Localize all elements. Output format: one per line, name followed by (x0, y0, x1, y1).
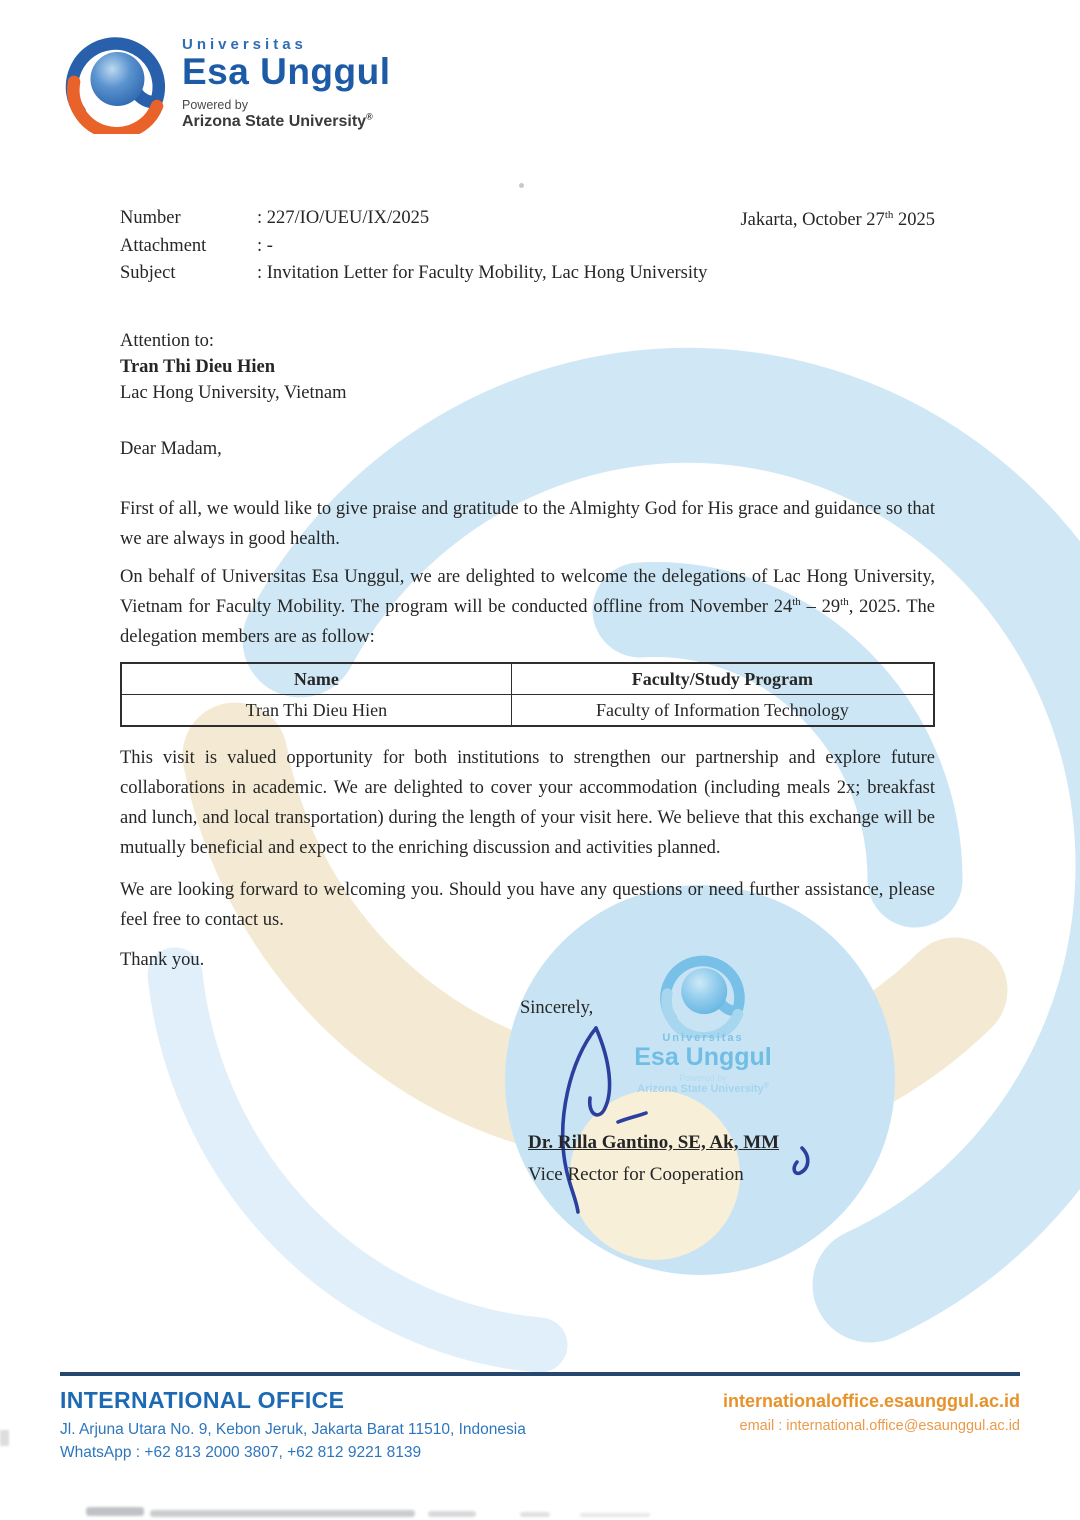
p2-segment-3: , 2025. The delegation members are as follow: (120, 596, 935, 647)
cropped-text-remnant (520, 1512, 550, 1517)
stamp-powered-by: Powered by (679, 1073, 727, 1084)
footer-columns (60, 1387, 1020, 1462)
recipient-name: Tran Thi Dieu Hien (120, 356, 276, 377)
salutation: Dear Madam, (120, 438, 222, 459)
signature-block (120, 940, 935, 1250)
signer-title: Vice Rector for Cooperation (528, 1164, 744, 1185)
meta-label-subject: Subject (120, 263, 176, 283)
footer-website: internationaloffice.esaunggul.ac.id (722, 1391, 1020, 1411)
letterhead-universitas: Universitas (182, 36, 307, 53)
body-paragraph-3: This visit is valued opportunity for both institutions to strengthen our partnership and explore future collaborations in academic. We are delighted to cover your accommodation (including meals 2x; breakfast and lunch, and local transportation) during the length of your visit here. We believe that this exchange will be mutually beneficial and expect to the enriching discussion and activities planned. (120, 747, 935, 858)
letter-meta (120, 205, 935, 288)
signer-name: Dr. Rilla Gantino, SE, Ak, MM (528, 1132, 780, 1153)
p2-segment-2: – 29 (800, 596, 841, 617)
letterhead-text (182, 26, 391, 134)
signature-stroke (120, 940, 935, 1250)
esa-unggul-logo-icon (60, 26, 172, 134)
thank-you: Thank you. (120, 949, 205, 970)
footer-email: email : international.office@esaunggul.ac.id (739, 1418, 1020, 1434)
stamp-asu-text: Arizona State University (637, 1083, 764, 1096)
table-cell-name: Tran Thi Dieu Hien (121, 694, 511, 726)
letter-body (120, 205, 935, 975)
cropped-text-remnant (428, 1511, 476, 1517)
p2-segment-1: On behalf of Universitas Esa Unggul, we are delighted to welcome the delegations of Lac Hong University, Vietnam for Faculty Mobility. The program will be conducted offline from November 24 (120, 566, 935, 617)
footer-divider (60, 1372, 1020, 1376)
stamp-brand: Esa Unggul (634, 1043, 772, 1071)
delegation-table (120, 662, 935, 727)
registered-mark: ® (366, 111, 373, 122)
table-header-name: Name (121, 663, 511, 695)
stamp-universitas: Universitas (662, 1032, 744, 1044)
recipient-block (120, 328, 935, 406)
cropped-text-remnant (580, 1513, 650, 1517)
meta-label-number: Number (120, 208, 181, 228)
body-paragraph-1: First of all, we would like to give praise and gratitude to the Almighty God for His grace and guidance so that we are always in good health. (120, 498, 935, 549)
scan-edge-smudge (0, 1430, 9, 1446)
letter-date (740, 205, 935, 235)
date-ordinal: th (884, 208, 894, 221)
recipient-org: Lac Hong University, Vietnam (120, 382, 347, 403)
body-paragraph-2 (120, 562, 935, 652)
scan-speck (519, 183, 524, 188)
date-year: 2025 (898, 210, 935, 230)
meta-value-number: : 227/IO/UEU/IX/2025 (257, 208, 430, 228)
p2-ordinal-2: th (840, 595, 849, 608)
meta-value-attachment: : - (257, 235, 273, 256)
letterhead-asu-text: Arizona State University (182, 112, 367, 130)
date-text: Jakarta, October 27 (740, 210, 885, 230)
footer-right (723, 1387, 1020, 1462)
letterhead-powered-by: Powered by (182, 97, 249, 112)
footer-left (60, 1387, 526, 1462)
table-header-faculty: Faculty/Study Program (511, 663, 934, 695)
footer-office-title: INTERNATIONAL OFFICE (60, 1387, 345, 1413)
attention-label: Attention to: (120, 330, 215, 351)
table-cell-faculty: Faculty of Information Technology (511, 694, 934, 726)
meta-label-attachment: Attachment (120, 235, 207, 256)
letterhead-asu (182, 113, 391, 131)
body-paragraph-4: We are looking forward to welcoming you. Should you have any questions or need further assistance, please feel free to contact us. (120, 879, 935, 930)
letterhead (60, 26, 391, 134)
sincerely: Sincerely, (520, 998, 594, 1018)
p2-ordinal-1: th (792, 595, 801, 608)
footer-whatsapp: WhatsApp : +62 813 2000 3807, +62 812 9221 8139 (60, 1444, 422, 1461)
table-row (121, 694, 934, 726)
cropped-text-remnant (86, 1507, 144, 1516)
cropped-text-remnant (150, 1510, 415, 1517)
letterhead-brand: Esa Unggul (182, 51, 391, 92)
table-header-row (121, 663, 934, 695)
footer (60, 1372, 1020, 1462)
stamp-registered-mark: ® (763, 1082, 769, 1090)
footer-address: Jl. Arjuna Utara No. 9, Kebon Jeruk, Jakarta Barat 11510, Indonesia (60, 1421, 526, 1438)
meta-value-subject: : Invitation Letter for Faculty Mobility, Lac Hong University (257, 263, 708, 283)
